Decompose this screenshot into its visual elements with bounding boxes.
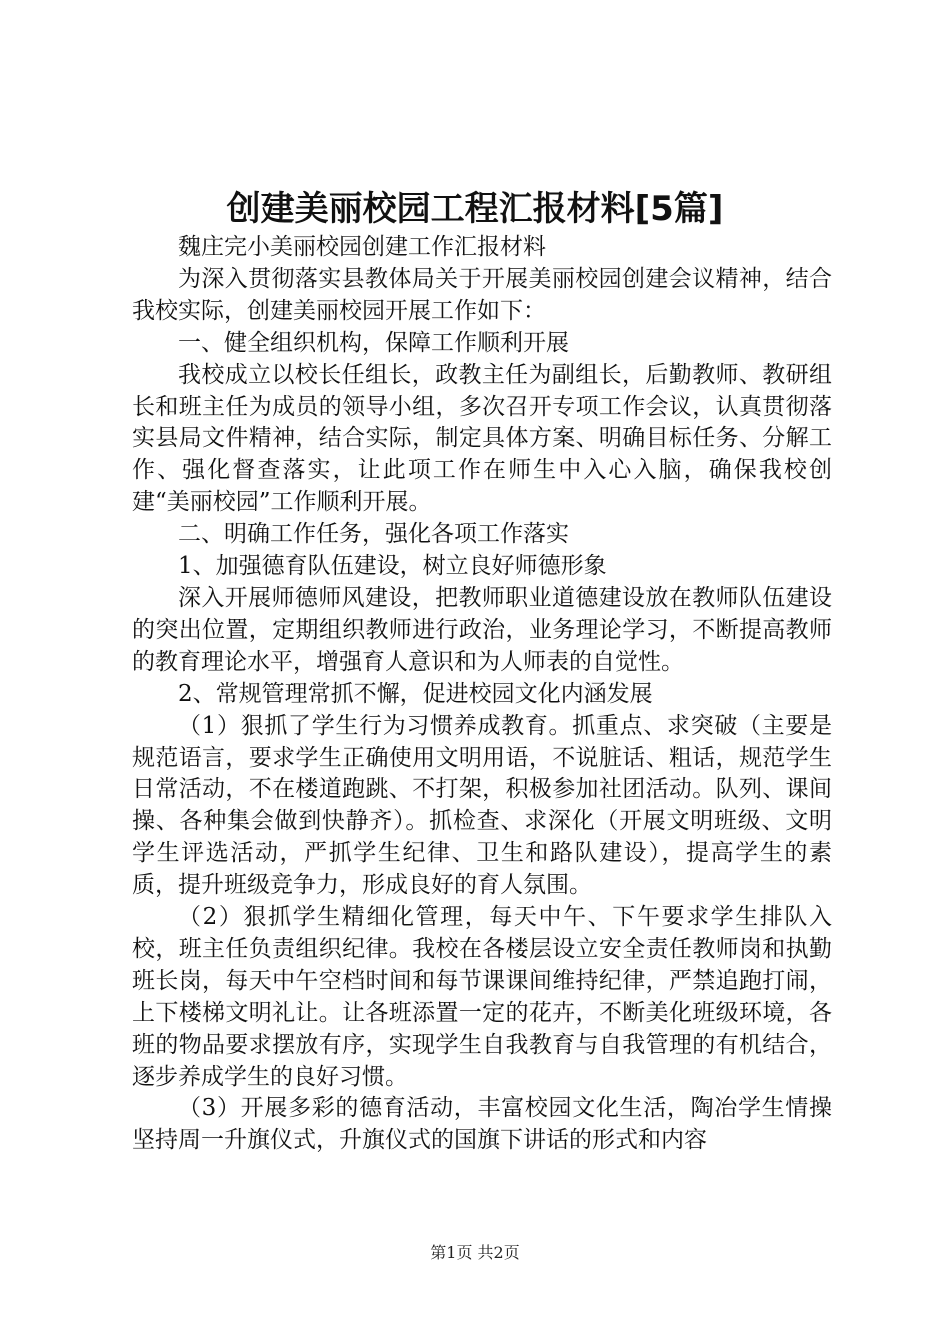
subsection-heading-1: 1、加强德育队伍建设，树立良好师德形象: [178, 553, 607, 580]
paragraph-item-2: （2）狠抓学生精细化管理，每天中午、下午要求学生排队入校，班主任负责组织纪律。我校在各楼层设立安全责任教师岗和执勤班长岗，每天中午空档时间和每节课课间维持纪律，严禁追跑打闹，上下楼梯文明礼让。让各班添置一定的花卉，不断美化班级环境，各班的物品要求摆放有序，实现学生自我教育与自我管理的有机结合，逐步养成学生的良好习惯。: [132, 904, 832, 1090]
paragraph-subtitle: 魏庄完小美丽校园创建工作汇报材料: [178, 234, 546, 260]
page-footer: 第1页 共2页: [430, 1243, 520, 1262]
section-heading-1: 一、健全组织机构，保障工作顺利开展: [178, 329, 569, 356]
paragraph-item-3: （3）开展多彩的德育活动，丰富校园文化生活，陶冶学生情操坚持周一升旗仪式，升旗仪式的国旗下讲话的形式和内容: [132, 1095, 832, 1154]
section-heading-2: 二、明确工作任务，强化各项工作落实: [178, 521, 569, 548]
paragraph-organization: 我校成立以校长任组长，政教主任为副组长，后勤教师、教研组长和班主任为成员的领导小组，多次召开专项工作会议，认真贯彻落实县局文件精神，结合实际，制定具体方案、明确目标任务、分解工作、强化督查落实，让此项工作在师生中入心入脑，确保我校创建“美丽校园”工作顺利开展。: [132, 361, 832, 516]
paragraph-intro: 为深入贯彻落实县教体局关于开展美丽校园创建会议精神，结合我校实际，创建美丽校园开展工作如下：: [132, 265, 832, 324]
subsection-heading-2: 2、常规管理常抓不懈，促进校园文化内涵发展: [178, 680, 653, 707]
document-body: [132, 232, 832, 1157]
paragraph-teacher-ethics: 深入开展师德师风建设，把教师职业道德建设放在教师队伍建设的突出位置，定期组织教师进行政治，业务理论学习，不断提高教师的教育理论水平，增强育人意识和为人师表的自觉性。: [132, 584, 832, 675]
document-title: 创建美丽校园工程汇报材料[5篇]: [226, 189, 724, 229]
paragraph-item-1: （1）狠抓了学生行为习惯养成教育。抓重点、求突破（主要是规范语言，要求学生正确使用文明用语，不说脏话、粗话，规范学生日常活动，不在楼道跑跳、不打架，积极参加社团活动。队列、课间操、各种集会做到快静齐）。抓检查、求深化（开展文明班级、文明学生评选活动，严抓学生纪律、卫生和路队建设），提高学生的素质，提升班级竞争力，形成良好的育人氛围。: [132, 712, 832, 899]
